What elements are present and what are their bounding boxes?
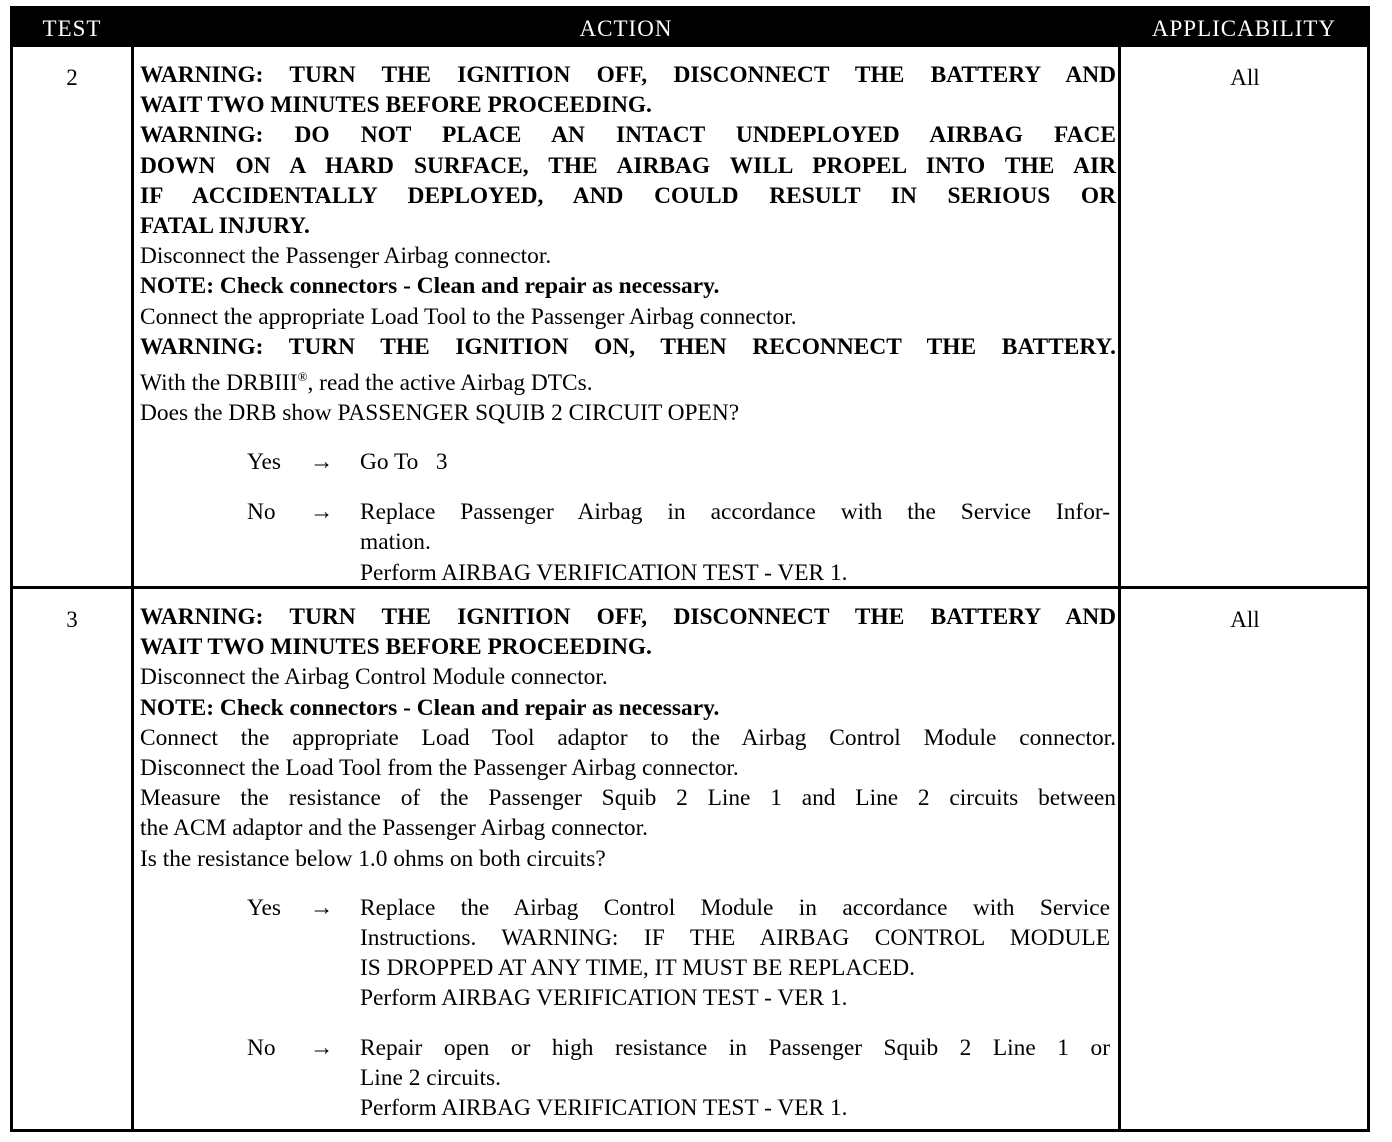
no-result	[140, 1033, 1116, 1123]
step-text-part: With the DRBIII	[140, 369, 298, 396]
result-text	[360, 1033, 1110, 1124]
header-applicability: APPLICABILITY	[1151, 16, 1337, 41]
step-text-part: , read the active Airbag DTCs.	[307, 369, 593, 396]
no-result	[140, 497, 1116, 587]
arrow-icon: →	[310, 449, 334, 476]
note-text: NOTE: Check connectors - Clean and repair as necessary.	[140, 694, 720, 721]
header-action: ACTION	[579, 16, 673, 41]
warning-text: WARNING: TURN THE IGNITION OFF, DISCONNECT THE BATTERY AND	[140, 62, 1116, 88]
no-label: No	[247, 1034, 276, 1061]
result-line: Perform AIRBAG VERIFICATION TEST - VER 1.	[360, 1095, 848, 1122]
note-text: NOTE: Check connectors - Clean and repair as necessary.	[140, 273, 720, 300]
test-number: 3	[66, 607, 78, 632]
question-text: Is the resistance below 1.0 ohms on both circuits?	[140, 845, 606, 872]
step-text: Connect the appropriate Load Tool adaptor to the Airbag Control Module connector.	[140, 724, 1116, 751]
result-text: Go To 3	[360, 449, 448, 476]
action-cell	[140, 60, 1116, 587]
warning-text: IF ACCIDENTALLY DEPLOYED, AND COULD RESULT IN SERIOUS OR	[140, 182, 1116, 209]
yes-result	[140, 447, 1116, 477]
test-number: 2	[66, 65, 78, 90]
step-text: the ACM adaptor and the Passenger Airbag connector.	[140, 815, 648, 842]
result-line: mation.	[360, 529, 431, 556]
applicability-value: All	[1230, 607, 1260, 632]
result-line: Perform AIRBAG VERIFICATION TEST - VER 1.	[360, 985, 848, 1012]
result-line: Repair open or high resistance in Passenger Squib 2 Line 1 or	[360, 1034, 1110, 1061]
step-text: Disconnect the Airbag Control Module connector.	[140, 664, 608, 691]
applicability-value: All	[1230, 65, 1260, 90]
result-text	[360, 893, 1110, 1014]
warning-text: WARNING: TURN THE IGNITION OFF, DISCONNECT THE BATTERY AND	[140, 604, 1116, 630]
arrow-icon: →	[310, 1034, 334, 1061]
result-line: Line 2 circuits.	[360, 1065, 501, 1092]
warning-text: DOWN ON A HARD SURFACE, THE AIRBAG WILL PROPEL INTO THE AIR	[140, 152, 1116, 179]
result-text	[360, 497, 1110, 588]
arrow-icon: →	[310, 499, 334, 526]
result-line: Instructions. WARNING: IF THE AIRBAG CONTROL MODULE	[360, 925, 1110, 952]
warning-text: WARNING: TURN THE IGNITION ON, THEN RECONNECT THE BATTERY.	[140, 333, 1116, 360]
result-line: Perform AIRBAG VERIFICATION TEST - VER 1.	[360, 559, 848, 586]
yes-label: Yes	[247, 894, 282, 921]
result-line: Replace Passenger Airbag in accordance with the Service Infor-	[360, 499, 1110, 526]
registered-mark: ®	[297, 369, 308, 385]
action-cell	[140, 602, 1116, 1123]
warning-text: WAIT TWO MINUTES BEFORE PROCEEDING.	[140, 92, 652, 119]
step-text: Disconnect the Passenger Airbag connector.	[140, 243, 552, 270]
no-label: No	[247, 499, 276, 526]
table-header	[13, 9, 1367, 47]
diagnostic-table	[10, 6, 1370, 1132]
header-test: TEST	[42, 16, 102, 41]
yes-result	[140, 893, 1116, 1013]
step-text	[140, 362, 1116, 398]
warning-text: WARNING: DO NOT PLACE AN INTACT UNDEPLOYED AIRBAG FACE	[140, 122, 1116, 149]
step-text: Measure the resistance of the Passenger Squib 2 Line 1 and Line 2 circuits between	[140, 785, 1116, 812]
warning-text: WAIT TWO MINUTES BEFORE PROCEEDING.	[140, 634, 652, 661]
step-text: Connect the appropriate Load Tool to the Passenger Airbag connector.	[140, 303, 797, 330]
warning-text: FATAL INJURY.	[140, 213, 310, 240]
result-line: IS DROPPED AT ANY TIME, IT MUST BE REPLACED.	[360, 955, 915, 982]
arrow-icon: →	[310, 894, 334, 921]
result-line: Replace the Airbag Control Module in accordance with Service	[360, 894, 1110, 921]
step-text: Disconnect the Load Tool from the Passenger Airbag connector.	[140, 755, 739, 782]
yes-label: Yes	[247, 449, 282, 476]
question-text: Does the DRB show PASSENGER SQUIB 2 CIRCUIT OPEN?	[140, 400, 740, 427]
